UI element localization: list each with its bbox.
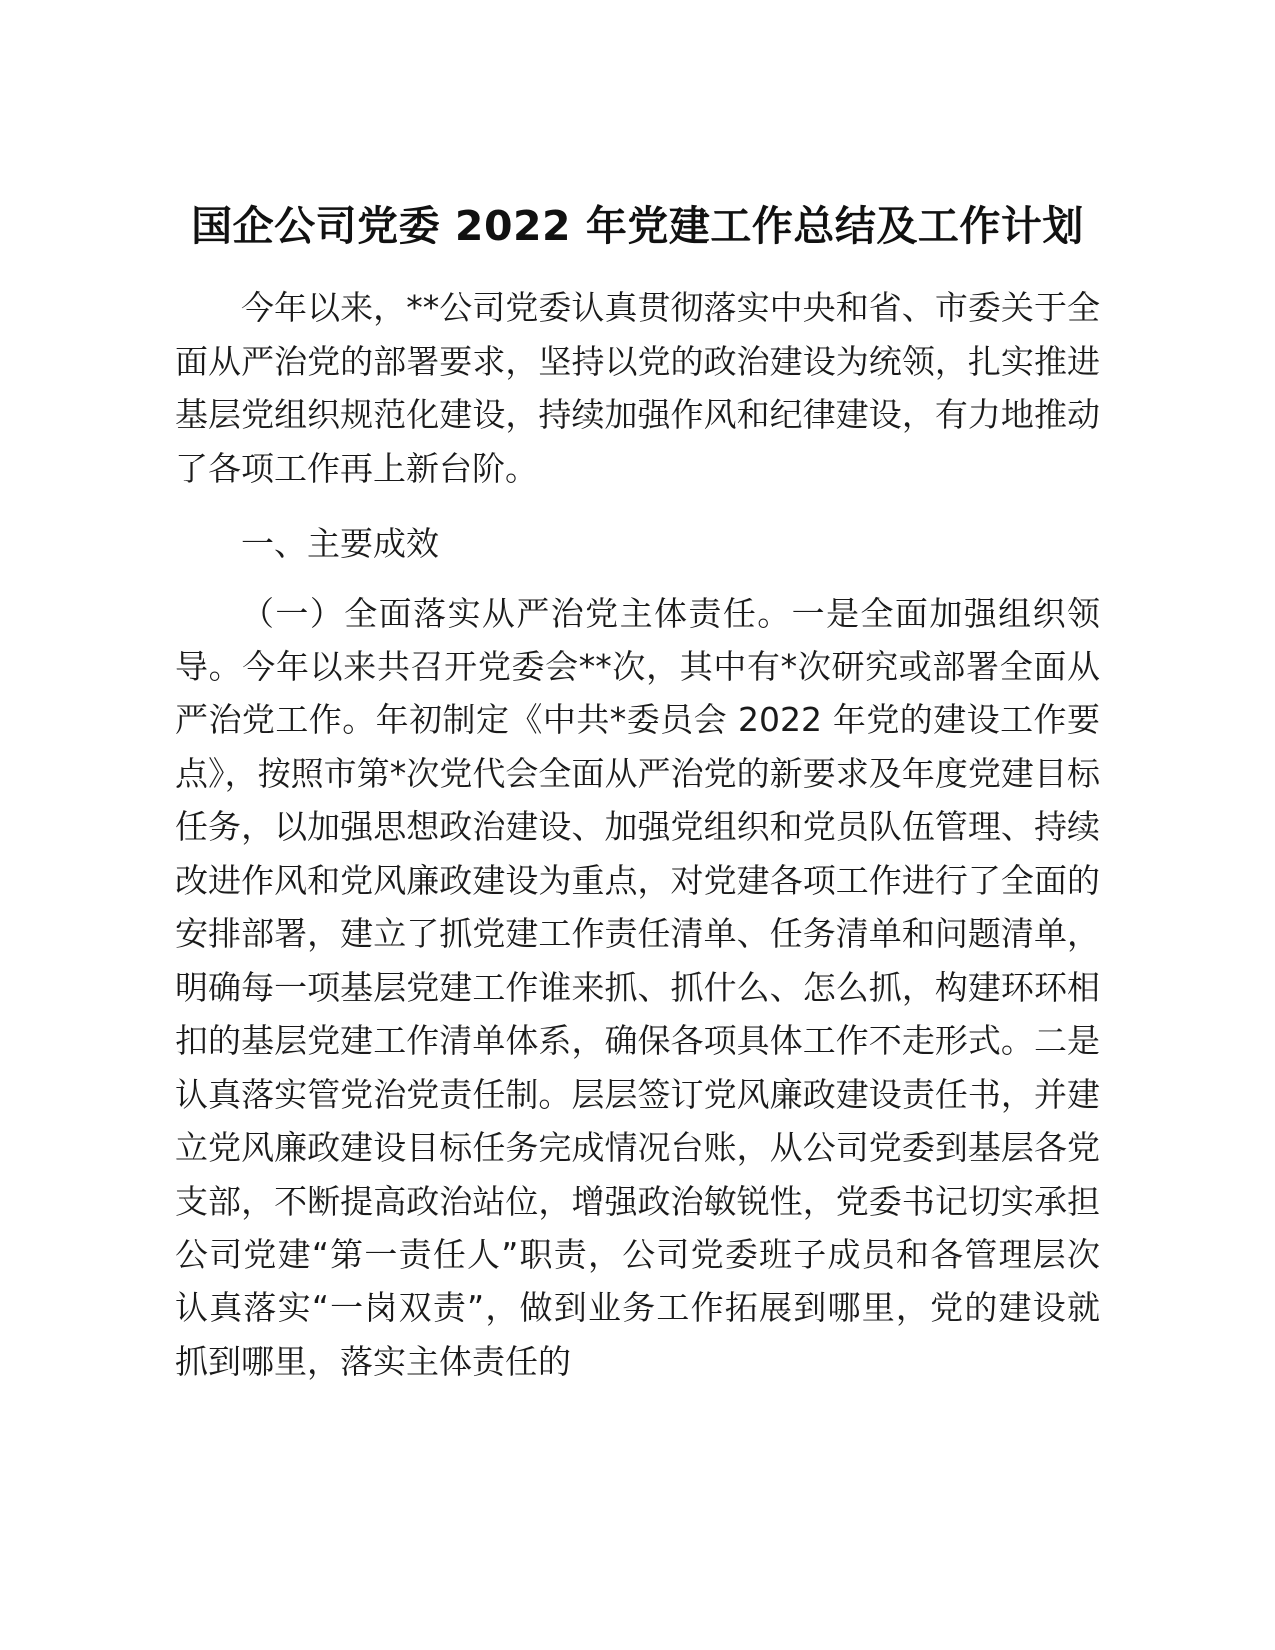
paragraph-section-one-body: （一）全面落实从严治党主体责任。一是全面加强组织领导。今年以来共召开党委会**次，其中有*次研究或部署全面从严治党工作。年初制定《中共*委员会 2022 年党的建设工作要点》，按照市第*次党代会全面从严治党的新要求及年度党建目标任务，以加强思想政治建设、加强党组织和党员队伍管理、持续改进作风和党风廉政建设为重点，对党建各项工作进行了全面的安排部署，建立了抓党建工作责任清单、任务清单和问题清单，明确每一项基层党建工作谁来抓、抓什么、怎么抓，构建环环相扣的基层党建工作清单体系，确保各项具体工作不走形式。二是认真落实管党治党责任制。层层签订党风廉政建设责任书，并建立党风廉政建设目标任务完成情况台账，从公司党委到基层各党支部，不断提高政治站位，增强政治敏锐性，党委书记切实承担公司党建“第一责任人”职责，公司党委班子成员和各管理层次认真落实“一岗双责”，做到业务工作拓展到哪里，党的建设就抓到哪里，落实主体责任的 <box>175 593 1100 1381</box>
page-title: 国企公司党委 2022 年党建工作总结及工作计划 <box>191 202 1084 250</box>
paragraph-intro: 今年以来，**公司党委认真贯彻落实中央和省、市委关于全面从严治党的部署要求，坚持以党的政治建设为统领，扎实推进基层党组织规范化建设，持续加强作风和纪律建设，有力地推动了各项工作再上新台阶。 <box>175 288 1100 488</box>
section-heading-one: 一、主要成效 <box>241 524 439 564</box>
